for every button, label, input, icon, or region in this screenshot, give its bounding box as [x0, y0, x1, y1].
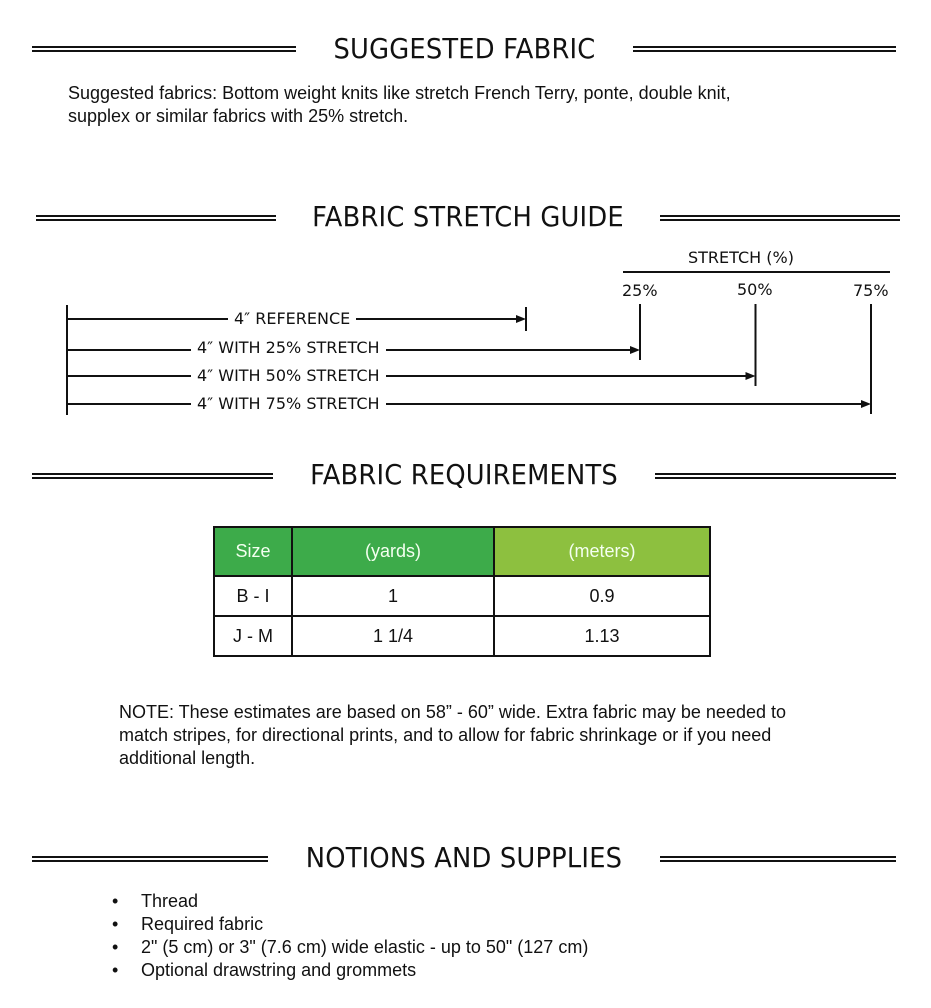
- text-line: additional length.: [119, 748, 256, 768]
- text-line: Suggested fabrics: Bottom weight knits like stretch French Terry, ponte, double knit,: [68, 83, 731, 103]
- double-rule-right: [655, 473, 896, 479]
- stretch-axis-title: STRETCH (%): [688, 248, 794, 267]
- list-item-text: Required fabric: [141, 914, 264, 934]
- bullet-icon: •: [112, 937, 119, 957]
- stretch-guide-diagram: [0, 240, 931, 430]
- cell-size: B - I: [214, 576, 292, 616]
- row-label-25: 4″ WITH 25% STRETCH: [191, 339, 386, 357]
- cell-yards: 1: [292, 576, 494, 616]
- double-rule-right: [660, 215, 900, 221]
- arrowhead-icon: [516, 315, 526, 323]
- tick-label-50: 50%: [737, 280, 773, 299]
- cell-meters: 0.9: [494, 576, 710, 616]
- section-title: NOTIONS AND SUPPLIES: [305, 841, 623, 874]
- double-rule-right: [660, 856, 896, 862]
- list-item: [110, 936, 588, 959]
- suggested-fabric-text: [68, 82, 731, 128]
- row-label-75: 4″ WITH 75% STRETCH: [191, 395, 386, 413]
- heading-fabric-stretch-guide: [0, 199, 931, 235]
- double-rule-left: [32, 856, 268, 862]
- cell-meters: 1.13: [494, 616, 710, 656]
- row-label-50: 4″ WITH 50% STRETCH: [191, 367, 386, 385]
- section-title: FABRIC REQUIREMENTS: [310, 458, 618, 491]
- section-title: FABRIC STRETCH GUIDE: [312, 200, 624, 233]
- fabric-requirements-table: [213, 526, 711, 657]
- bullet-icon: •: [112, 891, 119, 911]
- cell-size: J - M: [214, 616, 292, 656]
- list-item: [110, 913, 588, 936]
- header-yards: (yards): [292, 527, 494, 576]
- table-header-row: [214, 527, 710, 576]
- double-rule-left: [32, 473, 273, 479]
- list-item: [110, 890, 588, 913]
- table-row: [214, 616, 710, 656]
- heading-fabric-requirements: [0, 457, 931, 493]
- heading-suggested-fabric: [0, 31, 931, 67]
- arrowhead-icon: [861, 400, 871, 408]
- bullet-icon: •: [112, 960, 119, 980]
- arrowhead-icon: [630, 346, 640, 354]
- list-item: [110, 959, 588, 982]
- heading-notions-and-supplies: [0, 840, 931, 876]
- table-row: [214, 576, 710, 616]
- text-line: match stripes, for directional prints, and to allow for fabric shrinkage or if you need: [119, 725, 772, 745]
- list-item-text: 2" (5 cm) or 3" (7.6 cm) wide elastic - up to 50" (127 cm): [141, 937, 589, 957]
- row-label-reference: 4″ REFERENCE: [228, 310, 356, 328]
- double-rule-right: [633, 46, 896, 52]
- header-meters: (meters): [494, 527, 710, 576]
- bullet-icon: •: [112, 914, 119, 934]
- section-title: SUGGESTED FABRIC: [333, 32, 596, 65]
- arrowhead-icon: [746, 372, 756, 380]
- cell-yards: 1 1/4: [292, 616, 494, 656]
- tick-label-75: 75%: [853, 281, 889, 300]
- double-rule-left: [32, 46, 296, 52]
- fabric-note: [119, 701, 786, 770]
- notions-list: [110, 890, 588, 982]
- header-size: Size: [214, 527, 292, 576]
- tick-label-25: 25%: [622, 281, 658, 300]
- list-item-text: Thread: [141, 891, 199, 911]
- list-item-text: Optional drawstring and grommets: [141, 960, 417, 980]
- stretch-guide-lines: [0, 240, 931, 430]
- double-rule-left: [36, 215, 276, 221]
- text-line: NOTE: These estimates are based on 58” - 60” wide. Extra fabric may be needed to: [119, 702, 787, 722]
- text-line: supplex or similar fabrics with 25% stretch.: [68, 106, 409, 126]
